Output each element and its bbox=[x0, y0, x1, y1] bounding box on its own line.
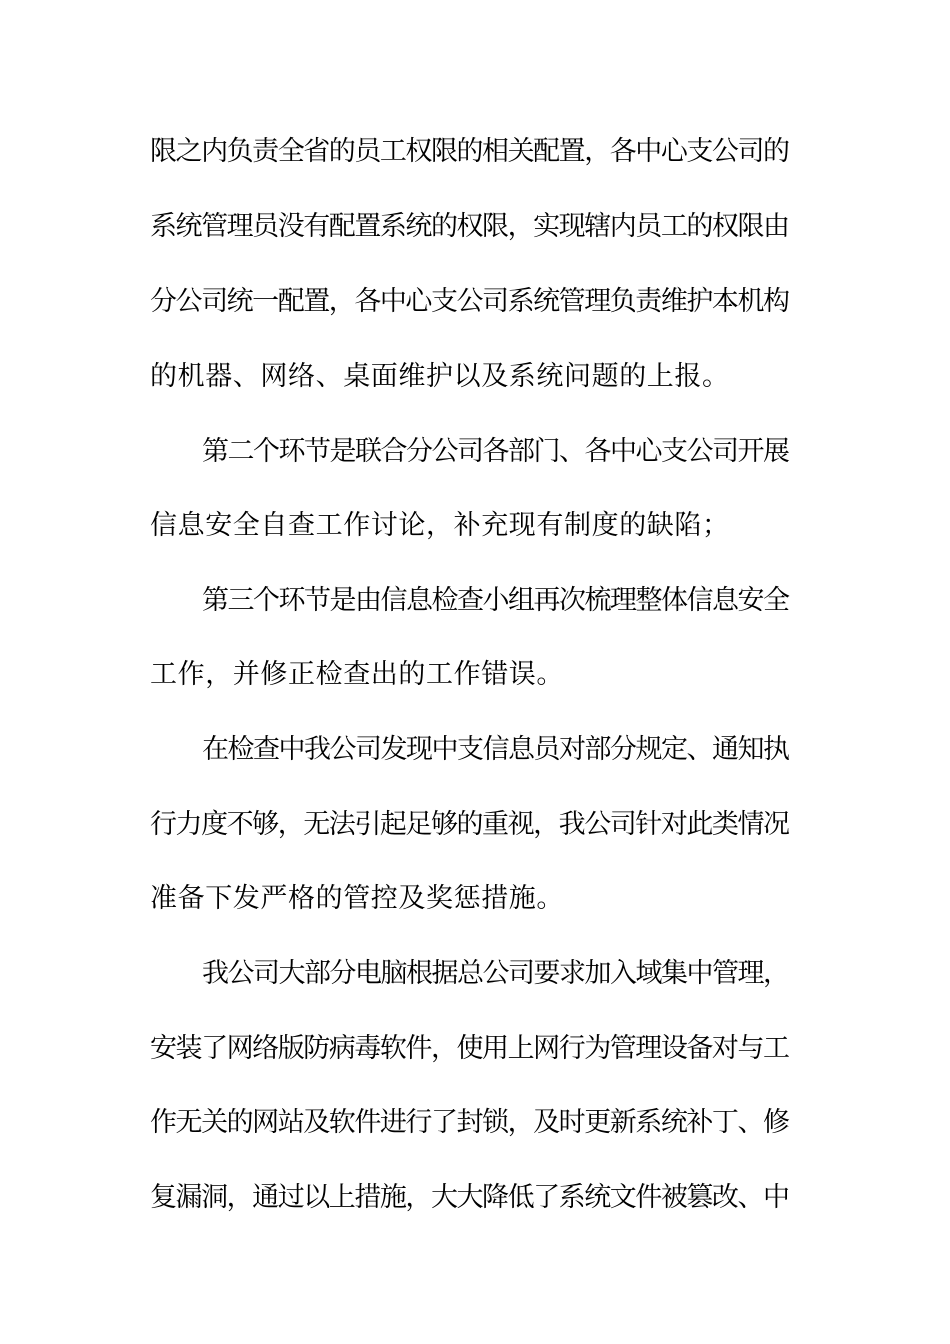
text-line-13: 安装了网络版防病毒软件，使用上网行为管理设备对与工 bbox=[150, 1033, 789, 1064]
text-line-10: 行力度不够，无法引起足够的重视，我公司针对此类情况 bbox=[150, 809, 789, 840]
text-line-12: 我公司大部分电脑根据总公司要求加入域集中管理， bbox=[202, 958, 789, 989]
text-line-11: 准备下发严格的管控及奖惩措施。 bbox=[150, 883, 564, 914]
text-line-4: 的机器、网络、桌面维护以及系统问题的上报。 bbox=[150, 361, 730, 392]
text-line-8: 工作，并修正检查出的工作错误。 bbox=[150, 659, 564, 690]
text-line-14: 作无关的网站及软件进行了封锁，及时更新系统补丁、修 bbox=[150, 1107, 789, 1138]
text-line-3: 分公司统一配置，各中心支公司系统管理负责维护本机构 bbox=[150, 286, 789, 317]
text-line-2: 系统管理员没有配置系统的权限，实现辖内员工的权限由 bbox=[150, 211, 789, 242]
text-line-5: 第二个环节是联合分公司各部门、各中心支公司开展 bbox=[202, 436, 789, 467]
text-line-9: 在检查中我公司发现中支信息员对部分规定、通知执 bbox=[202, 734, 789, 765]
text-line-15: 复漏洞，通过以上措施，大大降低了系统文件被篡改、中 bbox=[150, 1182, 789, 1213]
text-line-1: 限之内负责全省的员工权限的相关配置，各中心支公司的 bbox=[150, 136, 789, 167]
text-line-7: 第三个环节是由信息检查小组再次梳理整体信息安全 bbox=[202, 585, 789, 616]
text-line-6: 信息安全自查工作讨论，补充现有制度的缺陷； bbox=[150, 510, 730, 541]
